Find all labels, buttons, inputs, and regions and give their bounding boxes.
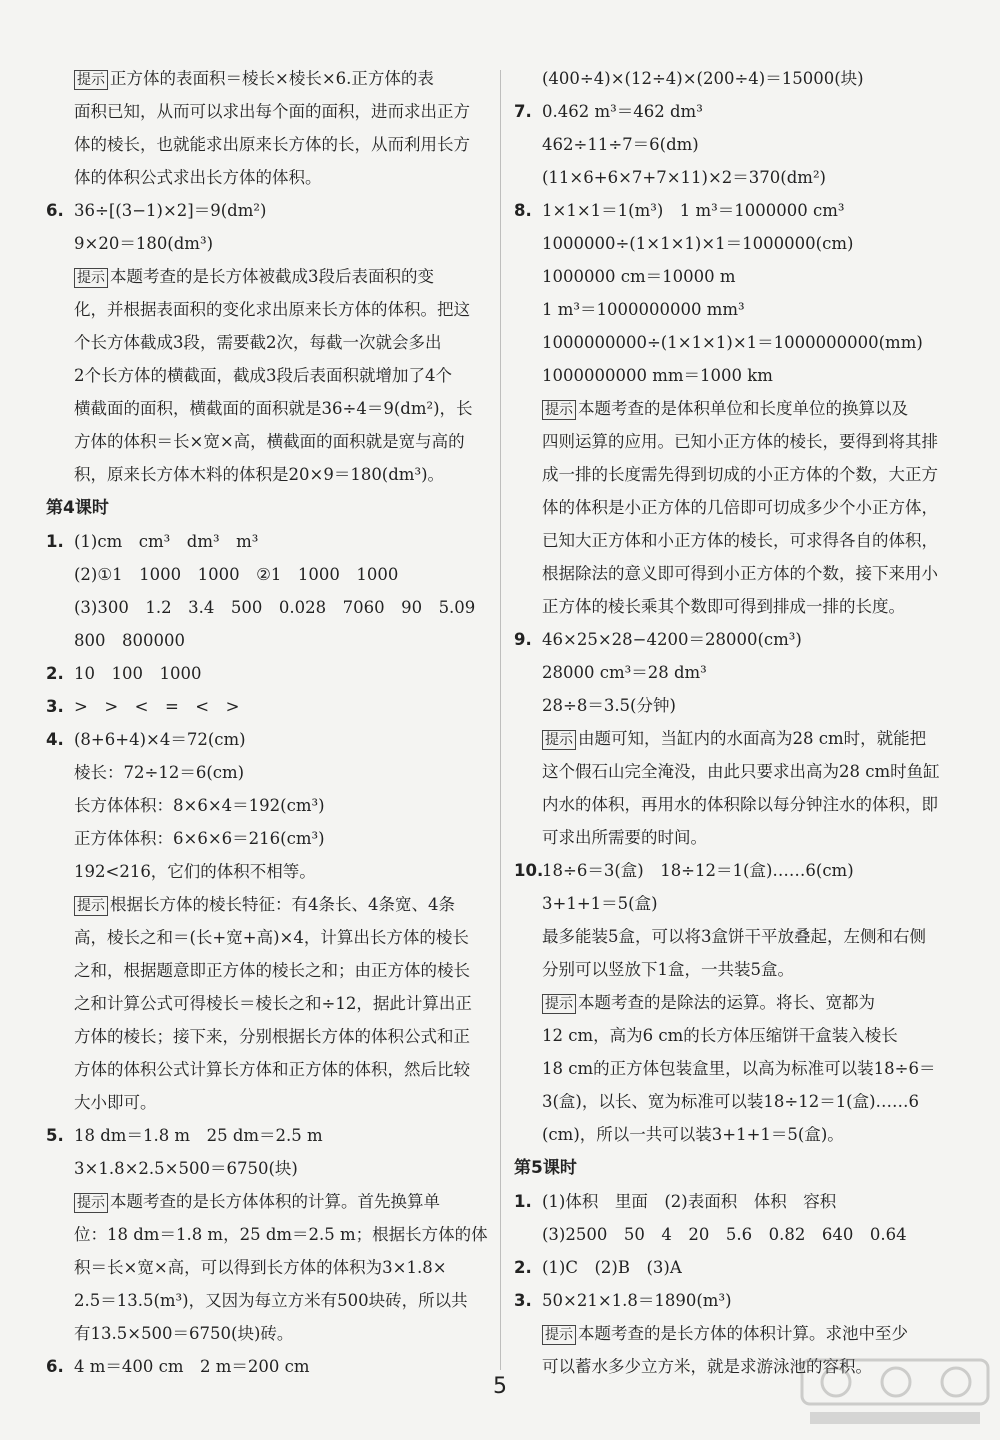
text-line [514, 425, 966, 458]
line-text: 28÷8＝3.5(分钟) [542, 696, 676, 715]
text-line [46, 558, 488, 591]
line-text: 800 800000 [74, 631, 185, 650]
answer-item [514, 1284, 966, 1317]
hint-line [46, 888, 488, 921]
text-line [46, 95, 488, 128]
line-text: (1)C (2)B (3)A [542, 1258, 682, 1277]
text-line [46, 855, 488, 888]
text-line [46, 789, 488, 822]
line-text: 积，原来长方体木料的体积是20×9＝180(dm³)。 [74, 465, 445, 484]
line-text: 这个假石山完全淹没，由此只要求出高为28 cm时鱼缸 [542, 762, 940, 781]
hint-tag: 提示 [542, 994, 576, 1014]
item-number: 2. [514, 1258, 532, 1277]
line-text: 积＝长×宽×高，可以得到长方体的体积为3×1.8× [74, 1258, 447, 1277]
line-text: 3×1.8×2.5×500＝6750(块) [74, 1159, 298, 1178]
answer-item [514, 1185, 966, 1218]
right-column [514, 62, 966, 1383]
line-text: 大小即可。 [74, 1093, 157, 1112]
line-text: (2)①1 1000 1000 ②1 1000 1000 [74, 565, 399, 584]
line-text: 四则运算的应用。已知小正方体的棱长，要得到将其排 [542, 432, 938, 451]
line-text: 棱长：72÷12＝6(cm) [74, 763, 245, 782]
text-line [46, 1218, 488, 1251]
line-text: 正方体的棱长乘其个数即可得到排成一排的长度。 [542, 597, 905, 616]
text-line [514, 1118, 966, 1151]
line-text: 1 m³＝1000000000 mm³ [542, 300, 745, 319]
line-text: 根据长方体的棱长特征：有4条长、4条宽、4条 [110, 895, 455, 914]
line-text: 面积已知，从而可以求出每个面的面积，进而求出正方 [74, 102, 470, 121]
line-text: 1000000000 mm＝1000 km [542, 366, 773, 385]
text-line [46, 293, 488, 326]
line-text: 内水的体积，再用水的体积除以每分钟注水的体积，即 [542, 795, 938, 814]
text-line [46, 954, 488, 987]
text-line [514, 755, 966, 788]
hint-line [514, 392, 966, 425]
text-line [514, 821, 966, 854]
text-line [46, 822, 488, 855]
text-line [46, 1053, 488, 1086]
line-text: 长方体体积：8×6×4＝192(cm³) [74, 796, 325, 815]
text-line [46, 624, 488, 657]
text-line [46, 392, 488, 425]
answer-item [514, 854, 966, 887]
line-text: 本题考查的是长方体的体积计算。求池中至少 [578, 1324, 908, 1343]
text-line [514, 524, 966, 557]
line-text: (1)体积 里面 (2)表面积 体积 容积 [542, 1192, 837, 1211]
left-column [46, 62, 488, 1383]
item-number: 10. [514, 861, 544, 880]
line-text: 可以蓄水多少立方米，就是求游泳池的容积。 [542, 1357, 872, 1376]
line-text: 方体的体积公式计算长方体和正方体的体积，然后比较 [74, 1060, 470, 1079]
line-text: 18÷6＝3(盒) 18÷12＝1(盒)……6(cm) [542, 861, 854, 880]
line-text: 方体的棱长；接下来，分别根据长方体的体积公式和正 [74, 1027, 470, 1046]
answer-item [46, 1119, 488, 1152]
text-line [46, 1284, 488, 1317]
line-text: 正方体的表面积＝棱长×棱长×6.正方体的表 [110, 69, 434, 88]
line-text: (3)2500 50 4 20 5.6 0.82 640 0.64 [542, 1225, 907, 1244]
line-text: 3(盒)，以长、宽为标准可以装18÷12＝1(盒)……6 [542, 1092, 920, 1111]
line-text: 本题考查的是长方体体积的计算。首先换算单 [110, 1192, 440, 1211]
text-line [46, 1020, 488, 1053]
line-text: 0.462 m³＝462 dm³ [542, 102, 703, 121]
line-text: (1)cm cm³ dm³ m³ [74, 532, 259, 551]
text-line [46, 326, 488, 359]
hint-tag: 提示 [542, 1325, 576, 1345]
text-line [514, 128, 966, 161]
hint-tag: 提示 [74, 70, 108, 90]
line-text: 2个长方体的横截面，截成3段后表面积就增加了4个 [74, 366, 452, 385]
line-text: 18 cm的正方体包装盒里，以高为标准可以装18÷6＝ [542, 1059, 936, 1078]
line-text: (400÷4)×(12÷4)×(200÷4)＝15000(块) [542, 69, 864, 88]
line-text: 192<216，它们的体积不相等。 [74, 862, 316, 881]
text-line [514, 590, 966, 623]
text-line [46, 1317, 488, 1350]
answer-item [46, 690, 488, 723]
hint-tag: 提示 [542, 400, 576, 420]
line-text: 1000000 cm＝10000 m [542, 267, 736, 286]
line-text: 1×1×1＝1(m³) 1 m³＝1000000 cm³ [542, 201, 845, 220]
answer-item [514, 1251, 966, 1284]
item-number: 8. [514, 201, 532, 220]
line-text: 1000000÷(1×1×1)×1＝1000000(cm) [542, 234, 854, 253]
item-number: 1. [514, 1192, 532, 1211]
line-text: (11×6+6×7+7×11)×2＝370(dm²) [542, 168, 826, 187]
text-line [514, 1019, 966, 1052]
answer-item [46, 194, 488, 227]
line-text: 根据除法的意义即可得到小正方体的个数，接下来用小 [542, 564, 938, 583]
text-line [46, 458, 488, 491]
line-text: 之和，根据题意即正方体的棱长之和；由正方体的棱长 [74, 961, 470, 980]
line-text: 高，棱长之和＝(长+宽+高)×4，计算出长方体的棱长 [74, 928, 469, 947]
text-line [514, 953, 966, 986]
text-line [514, 161, 966, 194]
text-line [514, 260, 966, 293]
section-heading: 第5课时 [514, 1158, 577, 1178]
item-number: 3. [514, 1291, 532, 1310]
line-text: 12 cm，高为6 cm的长方体压缩饼干盒装入棱长 [542, 1026, 898, 1045]
line-text: 28000 cm³＝28 dm³ [542, 663, 707, 682]
text-line [46, 1251, 488, 1284]
line-text: 个长方体截成3段，需要截2次，每截一次就会多出 [74, 333, 442, 352]
section-heading: 第4课时 [46, 498, 109, 518]
line-text: 4 m＝400 cm 2 m＝200 cm [74, 1357, 310, 1376]
answer-item [514, 194, 966, 227]
line-text: 36÷[(3−1)×2]＝9(dm²) [74, 201, 267, 220]
text-line [514, 227, 966, 260]
line-text: 分别可以竖放下1盒，一共装5盒。 [542, 960, 794, 979]
line-text: 可求出所需要的时间。 [542, 828, 707, 847]
line-text: 46×25×28−4200＝28000(cm³) [542, 630, 802, 649]
line-text: 体的体积是小正方体的几倍即可切成多少个小正方体， [542, 498, 938, 517]
line-text: 2.5＝13.5(m³)，又因为每立方米有500块砖，所以共 [74, 1291, 468, 1310]
line-text: 18 dm＝1.8 m 25 dm＝2.5 m [74, 1126, 323, 1145]
column-divider [500, 70, 501, 1370]
text-line [46, 1086, 488, 1119]
line-text: 体的体积公式求出长方体的体积。 [74, 168, 322, 187]
line-text: (8+6+4)×4＝72(cm) [74, 730, 246, 749]
text-line [514, 1052, 966, 1085]
item-number: 7. [514, 102, 532, 121]
answer-item [514, 623, 966, 656]
line-text: (3)300 1.2 3.4 500 0.028 7060 90 5.09 [74, 598, 476, 617]
hint-line [46, 1185, 488, 1218]
item-number: 6. [46, 201, 64, 220]
text-line [514, 920, 966, 953]
line-text: 10 100 1000 [74, 664, 202, 683]
answer-item [46, 525, 488, 558]
line-text: 已知大正方体和小正方体的棱长，可求得各自的体积， [542, 531, 938, 550]
line-text: 3+1+1＝5(盒) [542, 894, 658, 913]
answer-item [46, 723, 488, 756]
line-text: 本题考查的是体积单位和长度单位的换算以及 [578, 399, 908, 418]
text-line [514, 62, 966, 95]
line-text: 本题考查的是长方体被截成3段后表面积的变 [110, 267, 434, 286]
text-line [514, 656, 966, 689]
text-line [46, 987, 488, 1020]
text-line [46, 591, 488, 624]
hint-tag: 提示 [74, 1193, 108, 1213]
text-line [514, 359, 966, 392]
text-line [514, 293, 966, 326]
line-text: 成一排的长度需先得到切成的小正方体的个数，大正方 [542, 465, 938, 484]
line-text: 1000000000÷(1×1×1)×1＝1000000000(mm) [542, 333, 923, 352]
item-number: 6. [46, 1357, 64, 1376]
item-number: 4. [46, 730, 64, 749]
text-line [46, 921, 488, 954]
text-line [46, 756, 488, 789]
text-line [514, 1218, 966, 1251]
hint-tag: 提示 [74, 268, 108, 288]
answer-item [46, 657, 488, 690]
watermark-logo-icon [800, 1358, 990, 1430]
text-line [46, 227, 488, 260]
line-text: > > < = < > [74, 697, 240, 716]
page-number: 5 [493, 1374, 507, 1399]
line-text: 本题考查的是除法的运算。将长、宽都为 [578, 993, 875, 1012]
hint-line [514, 986, 966, 1019]
hint-line [514, 722, 966, 755]
item-number: 2. [46, 664, 64, 683]
text-line [46, 161, 488, 194]
hint-line [46, 62, 488, 95]
line-text: 9×20＝180(dm³) [74, 234, 214, 253]
text-line [514, 1085, 966, 1118]
hint-tag: 提示 [74, 896, 108, 916]
text-line [46, 425, 488, 458]
text-line [46, 359, 488, 392]
line-text: 462÷11÷7＝6(dm) [542, 135, 699, 154]
text-line [46, 128, 488, 161]
line-text: 之和计算公式可得棱长＝棱长之和÷12，据此计算出正 [74, 994, 472, 1013]
hint-line [46, 260, 488, 293]
line-text: 最多能装5盒，可以将3盒饼干平放叠起，左侧和右侧 [542, 927, 926, 946]
line-text: 化，并根据表面积的变化求出原来长方体的体积。把这 [74, 300, 470, 319]
line-text: 由题可知，当缸内的水面高为28 cm时，就能把 [578, 729, 927, 748]
text-line [514, 788, 966, 821]
item-number: 1. [46, 532, 64, 551]
item-number: 3. [46, 697, 64, 716]
item-number: 9. [514, 630, 532, 649]
hint-tag: 提示 [542, 730, 576, 750]
line-text: 体的棱长，也就能求出原来长方体的长，从而利用长方 [74, 135, 470, 154]
text-line [514, 326, 966, 359]
answer-item [514, 95, 966, 128]
text-line [514, 689, 966, 722]
line-text: 有13.5×500＝6750(块)砖。 [74, 1324, 294, 1343]
text-line [514, 491, 966, 524]
line-text: 横截面的面积，横截面的面积就是36÷4＝9(dm²)，长 [74, 399, 473, 418]
text-line [514, 458, 966, 491]
line-text: 位：18 dm＝1.8 m，25 dm＝2.5 m；根据长方体的体 [74, 1225, 488, 1244]
line-text: (cm)，所以一共可以装3+1+1＝5(盒)。 [542, 1125, 844, 1144]
line-text: 正方体体积：6×6×6＝216(cm³) [74, 829, 325, 848]
hint-line [514, 1317, 966, 1350]
item-number: 5. [46, 1126, 64, 1145]
text-line [514, 557, 966, 590]
text-line [514, 887, 966, 920]
text-line [46, 1152, 488, 1185]
line-text: 50×21×1.8＝1890(m³) [542, 1291, 732, 1310]
line-text: 方体的体积＝长×宽×高，横截面的面积就是宽与高的 [74, 432, 465, 451]
